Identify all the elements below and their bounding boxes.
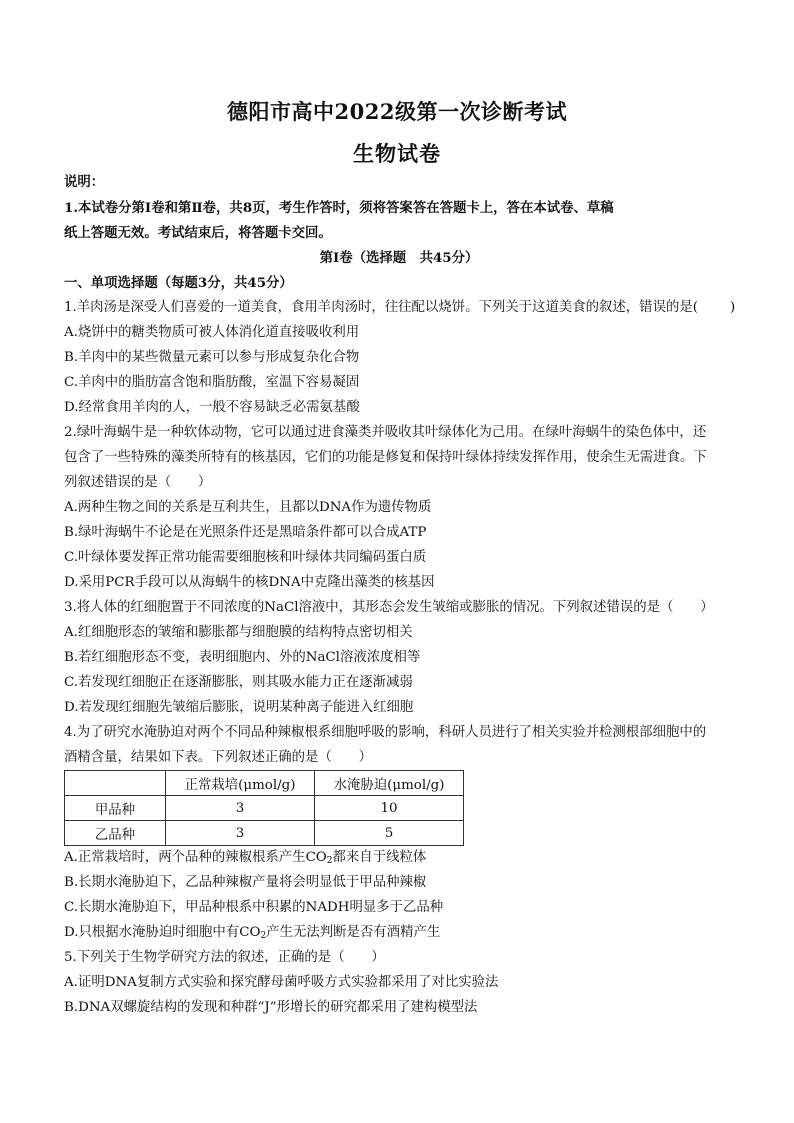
question-2-stem-line-1: 2.绿叶海蜗牛是一种软体动物，它可以通过进食藻类并吸收其叶绿体化为己用。在绿叶海蜗牛的染色体中，还 xyxy=(64,425,707,440)
question-3-option-d: D.若发现红细胞先皱缩后膨胀，说明某种离子能进入红细胞 xyxy=(64,700,414,715)
table-row xyxy=(65,821,464,846)
exam-subject: 生物试卷 xyxy=(353,141,441,166)
table-cell: 10 xyxy=(315,796,464,821)
subscript: 2 xyxy=(260,931,267,941)
question-2-stem-line-2: 包含了一些特殊的藻类所特有的核基因，它们的功能是修复和保持叶绿体持续发挥作用，使余生无需进食。下 xyxy=(64,450,707,465)
question-1-stem-close: ) xyxy=(729,300,736,315)
table-header-cell: 正常栽培(μmol/g) xyxy=(166,771,315,796)
question-4-option-a-pre: A.正常栽培时，两个品种的辣椒根系产生CO xyxy=(64,850,327,865)
question-4-option-c: C.长期水淹胁迫下，甲品种根系中积累的NADH明显多于乙品种 xyxy=(64,900,444,915)
question-1-option-b: B.羊肉中的某些微量元素可以参与形成复杂化合物 xyxy=(64,350,360,365)
question-4-option-b: B.长期水淹胁迫下，乙品种辣椒产量将会明显低于甲品种辣椒 xyxy=(64,875,427,890)
question-3-option-a: A.红细胞形态的皱缩和膨胀都与细胞膜的结构特点密切相关 xyxy=(64,625,413,640)
question-2-option-d: D.采用PCR手段可以从海蜗牛的核DNA中克隆出藻类的核基因 xyxy=(64,575,435,590)
part1-heading: 第Ⅰ卷（选择题 共45分） xyxy=(319,250,479,266)
question-3-option-c: C.若发现红细胞正在逐渐膨胀，则其吸水能力正在逐渐减弱 xyxy=(64,675,413,690)
question-4-option-d-pre: D.只根据水淹胁迫时细胞中有CO xyxy=(64,925,261,940)
question-4-option-a xyxy=(64,848,734,868)
table-cell: 5 xyxy=(315,821,464,846)
question-5-option-b: B.DNA双螺旋结构的发现和种群“J”形增长的研究都采用了建构模型法 xyxy=(64,1000,478,1015)
question-3-stem: 3.将人体的红细胞置于不同浓度的NaCl溶液中，其形态会发生皱缩或膨胀的情况。下列叙述错误的是（ ） xyxy=(64,600,714,615)
question-2-option-c: C.叶绿体要发挥正常功能需要细胞核和叶绿体共同编码蛋白质 xyxy=(64,550,427,565)
question-4-stem-line-1: 4.为了研究水淹胁迫对两个不同品种辣椒根系细胞呼吸的影响，科研人员进行了相关实验并检测根部细胞中的 xyxy=(64,725,707,740)
table-header-cell: 水淹胁迫(μmol/g) xyxy=(315,771,464,796)
question-4-option-a-post: 都来自于线粒体 xyxy=(332,850,427,865)
table-cell: 甲品种 xyxy=(65,796,166,821)
question-5-stem: 5.下列关于生物学研究方法的叙述，正确的是（ ） xyxy=(64,950,385,965)
instructions-line-1: 1.本试卷分第Ⅰ卷和第Ⅱ卷，共8页，考生作答时，须将答案答在答题卡上，答在本试卷、草稿 xyxy=(64,200,614,216)
question-3-option-b: B.若红细胞形态不变，表明细胞内、外的NaCl溶液浓度相等 xyxy=(64,650,421,665)
table-header-cell xyxy=(65,771,166,796)
question-1-stem-text: 1.羊肉汤是深受人们喜爱的一道美食，食用羊肉汤时，往往配以烧饼。下列关于这道美食的叙述，错误的是( xyxy=(64,300,698,315)
results-table xyxy=(64,770,464,846)
table-header-row xyxy=(65,771,464,796)
question-1-stem xyxy=(64,298,734,318)
section-heading: 一、单项选择题（每题3分，共45分） xyxy=(64,275,293,291)
question-4-option-d xyxy=(64,923,734,943)
table-row xyxy=(65,796,464,821)
question-2-stem-line-3: 列叙述错误的是（ ） xyxy=(64,475,212,490)
table-cell: 3 xyxy=(166,821,315,846)
question-4-option-d-post: 产生无法判断是否有酒精产生 xyxy=(266,925,441,940)
exam-title: 德阳市高中2022级第一次诊断考试 xyxy=(227,99,567,124)
question-2-option-a: A.两种生物之间的关系是互利共生，且都以DNA作为遗传物质 xyxy=(64,500,432,515)
question-1-option-d: D.经常食用羊肉的人，一般不容易缺乏必需氨基酸 xyxy=(64,400,360,415)
subscript: 2 xyxy=(326,856,333,866)
table-cell: 乙品种 xyxy=(65,821,166,846)
table-cell: 3 xyxy=(166,796,315,821)
instructions-label: 说明： xyxy=(64,174,105,190)
question-2-option-b: B.绿叶海蜗牛不论是在光照条件还是黑暗条件都可以合成ATP xyxy=(64,525,427,540)
instructions-line-2: 纸上答题无效。考试结束后，将答题卡交回。 xyxy=(64,225,332,241)
question-1-option-c: C.羊肉中的脂肪富含饱和脂肪酸，室温下容易凝固 xyxy=(64,375,360,390)
question-1-option-a: A.烧饼中的糖类物质可被人体消化道直接吸收利用 xyxy=(64,325,360,340)
question-4-stem-line-2: 酒精含量，结果如下表。下列叙述正确的是（ ） xyxy=(64,750,372,765)
question-5-option-a: A.证明DNA复制方式实验和探究酵母菌呼吸方式实验都采用了对比实验法 xyxy=(64,975,499,990)
